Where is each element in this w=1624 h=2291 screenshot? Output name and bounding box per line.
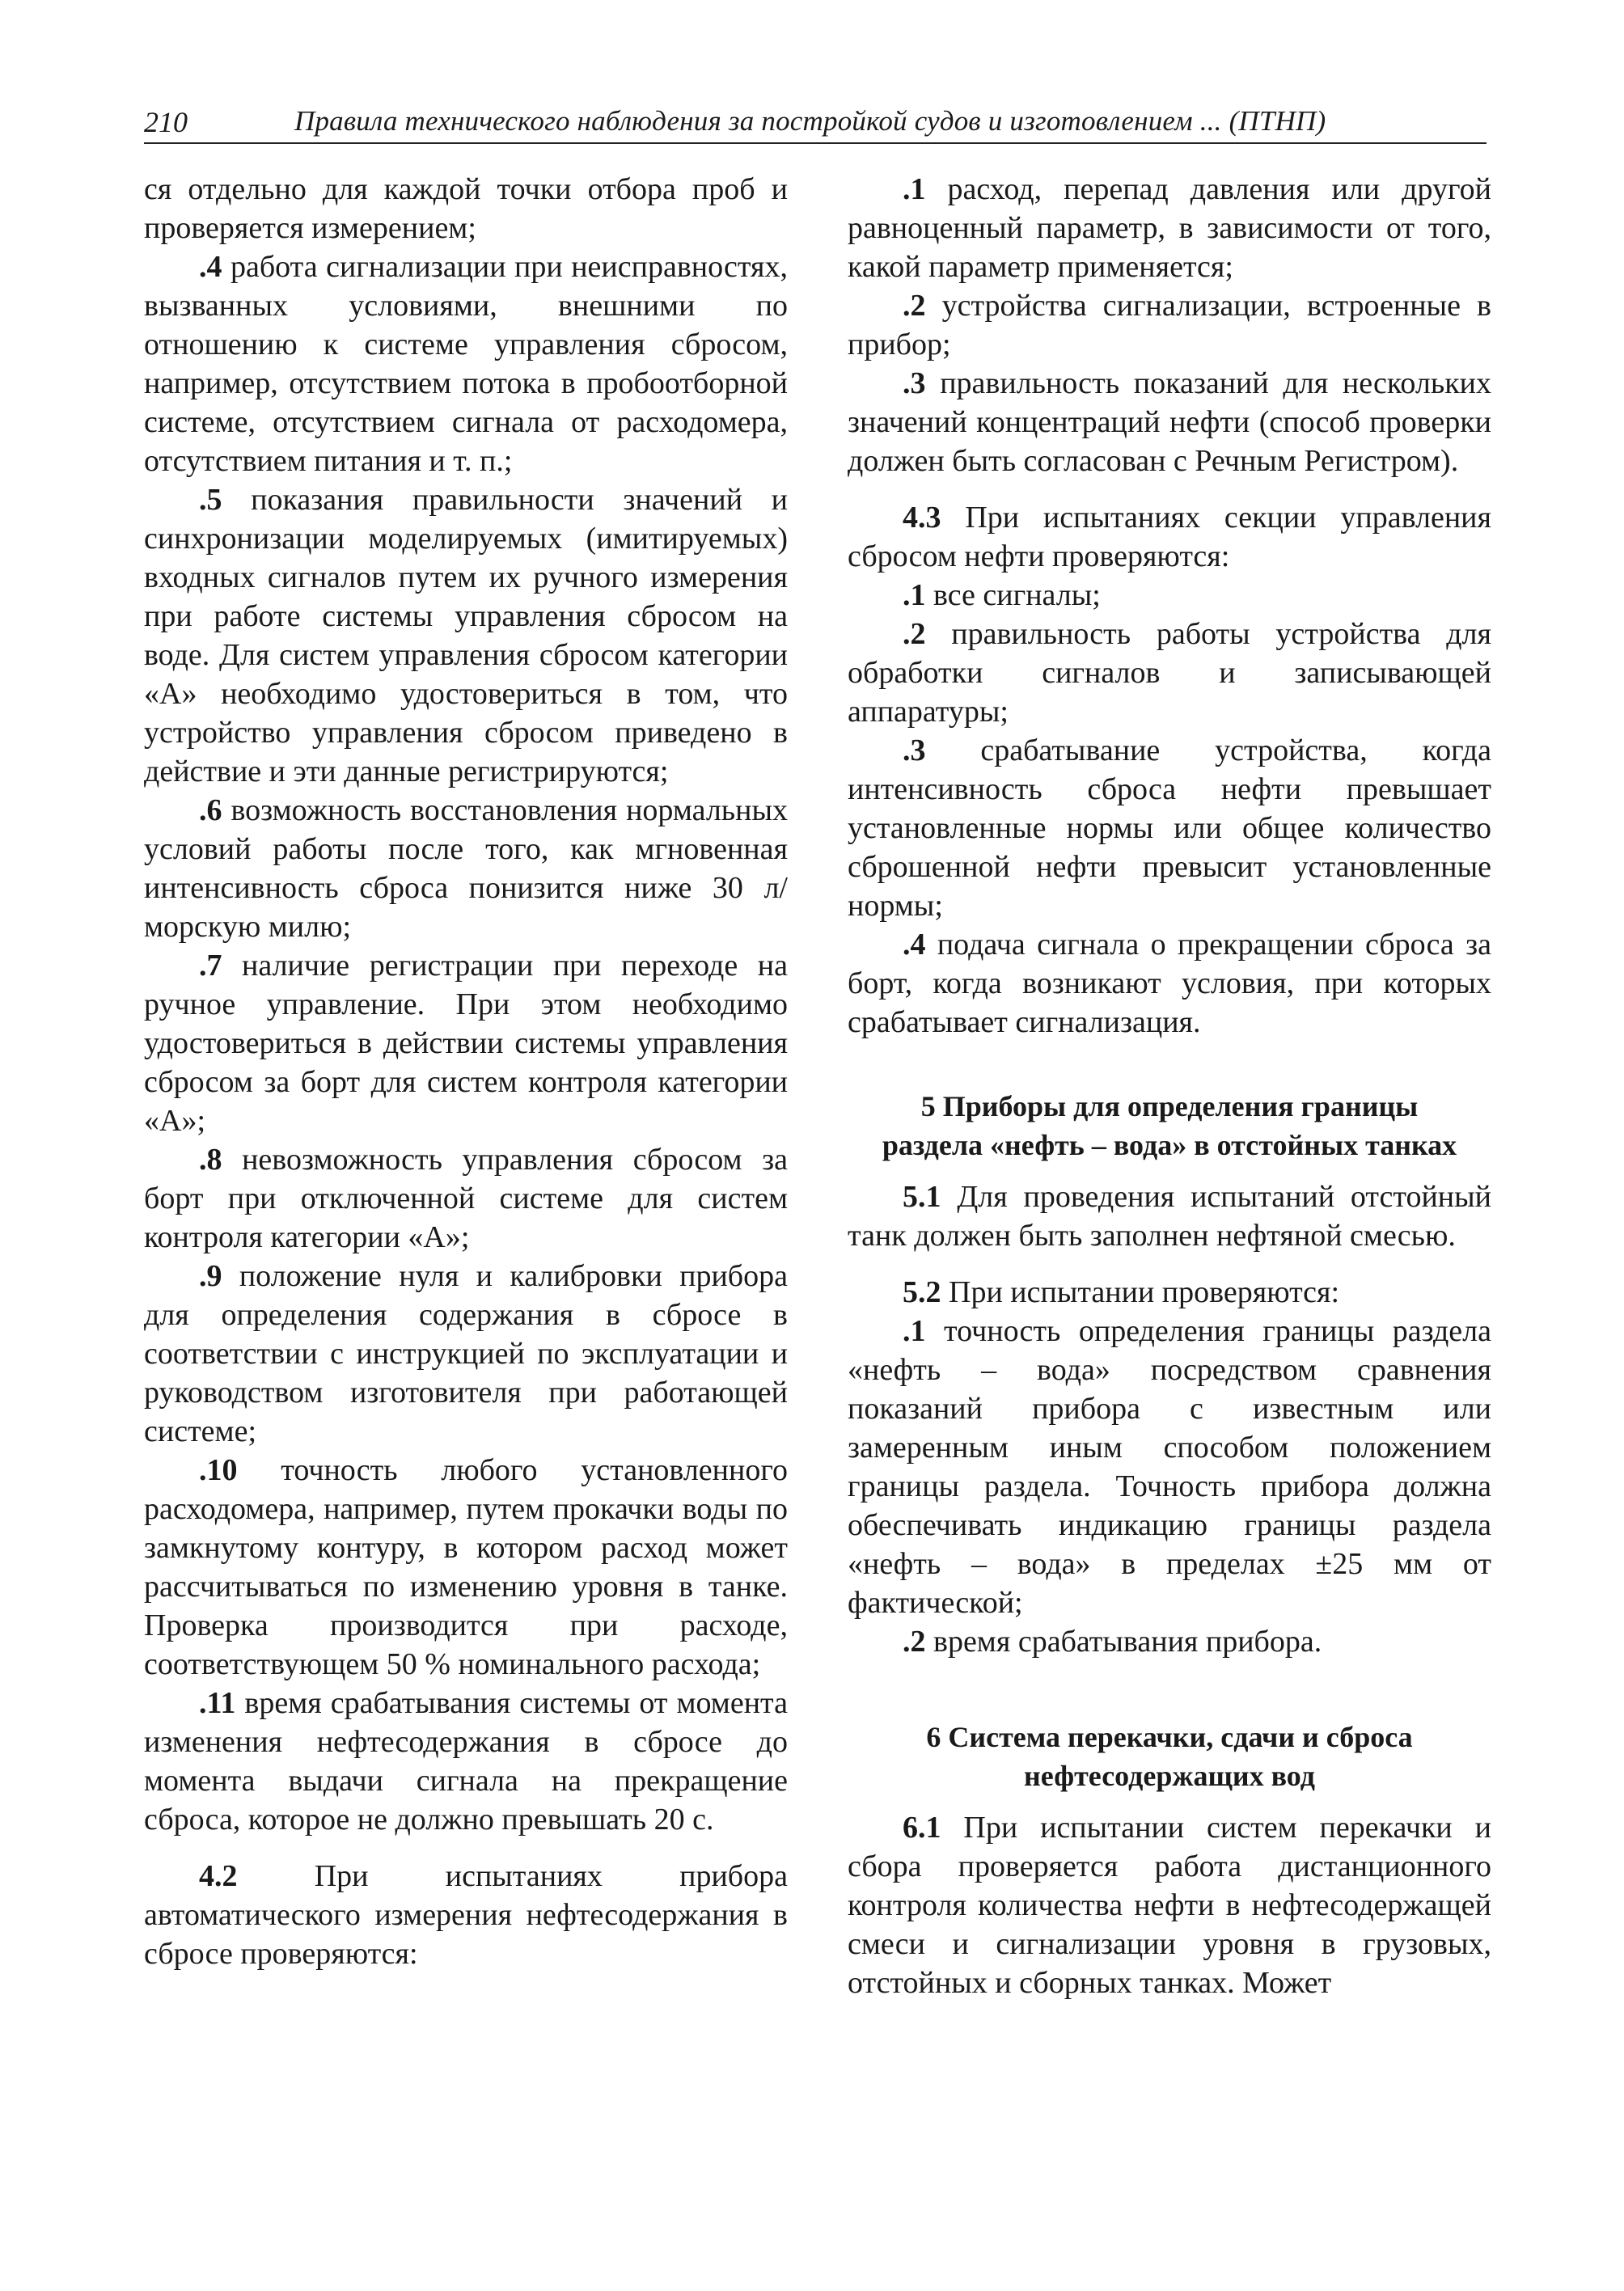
clause-text: подача сигнала о прекращении сброса за борт, когда возникают условия, при которых срабатывает сигнализация. xyxy=(848,928,1491,1039)
item-4-3-2 xyxy=(848,615,1491,731)
clause-text: срабатывание устройства, когда интенсивность сброса нефти превышает установленные нормы или общее количество сброшенной нефти превысит установленные нормы; xyxy=(848,733,1491,923)
clause-text: наличие регистрации при переходе на ручное управление. При этом необходимо удостовериться в действии системы управления сбросом за борт для систем контроля категории «А»; xyxy=(144,949,788,1138)
clause-text: точность любого установленного расходомера, например, путем прокачки воды по замкнутому контуру, в котором расход может рассчитываться по изменению уровня в танке. Проверка производится при расходе, соответствующем 50 % номинального расхода; xyxy=(144,1453,788,1681)
paragraph-continuation: ся отдельно для каждой точки отбора проб и проверяется измерением; xyxy=(144,172,788,245)
clause-text: работа сигнализации при неисправностях, вызванных условиями, внешними по отношению к системе управления сбросом, например, отсутствием потока в пробоотборной системе, отсутствием сигнала от расходомера, отсутствием питания и т. п.; xyxy=(144,250,788,478)
clause-number: .1 xyxy=(903,578,926,612)
item-4-3-1 xyxy=(848,576,1491,615)
clause-number: .2 xyxy=(903,617,926,651)
clause-5 xyxy=(144,480,788,791)
clause-7 xyxy=(144,946,788,1140)
section-5-1 xyxy=(848,1177,1491,1255)
section-5-2 xyxy=(848,1273,1491,1312)
clause-text: показания правильности значений и синхронизации моделируемых (имитируемых) входных сигналов путем их ручного измерения при работе системы управления сбросом на воде. Для систем управления сбросом категории «А» необходимо удостовериться в том, что устройство управления сбросом приведено в действие и эти данные регистрируются; xyxy=(144,483,788,788)
section-number: 4.3 xyxy=(903,501,941,535)
clause-number: .6 xyxy=(199,793,222,827)
clause-text: расход, перепад давления или другой равноценный параметр, в зависимости от того, какой параметр применяется; xyxy=(848,172,1491,284)
clause-6 xyxy=(144,791,788,946)
clause-text: время срабатывания системы от момента изменения нефтесодержания в сбросе до момента выдачи сигнала на прекращение сброса, которое не должно превышать 20 с. xyxy=(144,1686,788,1837)
section-4-2 xyxy=(144,1857,788,1973)
clause-number: .7 xyxy=(199,949,222,983)
clause-number: .11 xyxy=(199,1686,236,1720)
clause-8 xyxy=(144,1140,788,1257)
section-text: Для проведения испытаний отстойный танк должен быть заполнен нефтяной смесью. xyxy=(848,1180,1491,1253)
clause-text: правильность работы устройства для обработки сигналов и записывающей аппаратуры; xyxy=(848,617,1491,729)
heading-line-1: 6 Система перекачки, сдачи и сброса xyxy=(926,1721,1413,1753)
clause-number: .10 xyxy=(199,1453,238,1487)
item-1 xyxy=(848,170,1491,286)
clause-number: .8 xyxy=(199,1143,222,1177)
section-4-3 xyxy=(848,498,1491,576)
section-number: 5.1 xyxy=(903,1180,941,1214)
right-column xyxy=(848,170,1491,2002)
clause-number: .1 xyxy=(903,172,926,206)
section-text: При испытаниях секции управления сбросом нефти проверяются: xyxy=(848,501,1491,573)
page-number: 210 xyxy=(144,106,188,138)
section-number: 6.1 xyxy=(903,1811,941,1845)
clause-number: .2 xyxy=(903,289,926,323)
section-number: 5.2 xyxy=(903,1275,941,1309)
clause-number: .1 xyxy=(903,1314,926,1348)
clause-text: невозможность управления сбросом за борт при отключенной системе для систем контроля категории «А»; xyxy=(144,1143,788,1254)
clause-9 xyxy=(144,1257,788,1451)
clause-text: все сигналы; xyxy=(925,578,1101,612)
section-text: При испытаниях прибора автоматического измерения нефтесодержания в сбросе проверяются: xyxy=(144,1859,788,1971)
section-text: При испытании систем перекачки и сбора проверяется работа дистанционного контроля количества нефти в нефтесодержащей смеси и сигнализации уровня в грузовых, отстойных и сборных танках. Может xyxy=(848,1811,1491,2000)
clause-number: .2 xyxy=(903,1625,926,1659)
section-number: 4.2 xyxy=(199,1859,238,1893)
section-6-1 xyxy=(848,1808,1491,2002)
item-4-3-4 xyxy=(848,925,1491,1042)
clause-text: правильность показаний для нескольких значений концентраций нефти (способ проверки должен быть согласован с Речным Регистром). xyxy=(848,366,1491,478)
section-5-heading xyxy=(848,1087,1491,1165)
clause-number: .3 xyxy=(903,366,926,400)
heading-line-2: нефтесодержащих вод xyxy=(1024,1760,1315,1792)
item-5-2-2 xyxy=(848,1622,1491,1661)
clause-text: устройства сигнализации, встроенные в прибор; xyxy=(848,289,1491,361)
clause-11 xyxy=(144,1684,788,1839)
item-2 xyxy=(848,286,1491,364)
clause-number: .4 xyxy=(199,250,222,284)
item-5-2-1 xyxy=(848,1312,1491,1622)
clause-text: возможность восстановления нормальных условий работы после того, как мгновенная интенсивность сброса понизится ниже 30 л/морскую милю; xyxy=(144,793,788,944)
heading-line-1: 5 Приборы для определения границы xyxy=(920,1090,1419,1122)
clause-4 xyxy=(144,247,788,480)
clause-text: положение нуля и калибровки прибора для определения содержания в сбросе в соответствии с инструкцией по эксплуатации и руководством изготовителя при работающей системе; xyxy=(144,1259,788,1448)
clause-number: .5 xyxy=(199,483,222,517)
running-header xyxy=(144,104,1487,144)
clause-number: .3 xyxy=(903,733,926,767)
section-text: При испытании проверяются: xyxy=(941,1275,1340,1309)
clause-10 xyxy=(144,1451,788,1684)
clause-number: .9 xyxy=(199,1259,222,1293)
section-6-heading xyxy=(848,1718,1491,1795)
running-title: Правила технического наблюдения за постройкой судов и изготовлением ... (ПТНП) xyxy=(294,105,1326,137)
item-4-3-3 xyxy=(848,731,1491,925)
left-column xyxy=(144,170,788,1973)
clause-text: точность определения границы раздела «нефть – вода» посредством сравнения показаний прибора с известным или замеренным иным способом положением границы раздела. Точность прибора должна обеспечивать индикацию границы раздела «нефть – вода» в пределах ±25 мм от фактической; xyxy=(848,1314,1491,1620)
item-3 xyxy=(848,364,1491,480)
clause-text: время срабатывания прибора. xyxy=(925,1625,1322,1659)
clause-number: .4 xyxy=(903,928,926,962)
heading-line-2: раздела «нефть – вода» в отстойных танках xyxy=(882,1129,1457,1161)
